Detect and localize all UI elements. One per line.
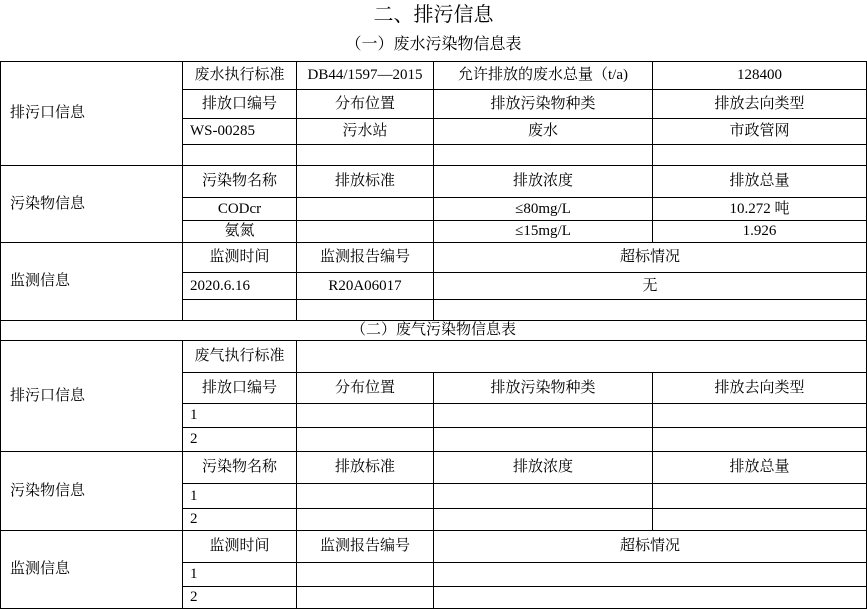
wastewater-outlet-group-label: 排污口信息 (1, 62, 183, 166)
pollutant-name-cell: 氨氮 (183, 221, 297, 243)
pollutant-name-cell: CODcr (183, 198, 297, 221)
column-header: 监测报告编号 (297, 243, 434, 273)
table-row (1, 341, 867, 373)
table-header-row (1, 531, 867, 563)
destination-cell: 市政管网 (653, 119, 867, 145)
column-header: 排放口编号 (183, 373, 297, 404)
exhaust-pollutant-group-label: 污染物信息 (1, 452, 183, 531)
exhaust-standard-label: 废气执行标准 (183, 341, 297, 373)
allowed-total-label: 允许排放的废水总量（t/a) (434, 62, 653, 90)
column-header: 污染物名称 (183, 452, 297, 484)
empty-cell (297, 145, 434, 166)
table-section-row (1, 321, 867, 341)
row-number-cell: 1 (183, 563, 297, 587)
column-header: 污染物名称 (183, 166, 297, 198)
row-number-cell: 2 (183, 587, 297, 609)
column-header: 排放浓度 (434, 452, 653, 484)
table-header-row (1, 452, 867, 484)
report-number-cell: R20A06017 (297, 273, 434, 300)
empty-cell (297, 509, 434, 531)
exceedance-cell: 无 (434, 273, 867, 300)
empty-cell (434, 404, 653, 428)
empty-cell (183, 300, 297, 321)
column-header: 排放总量 (653, 452, 867, 484)
empty-cell (434, 563, 867, 587)
concentration-cell: ≤80mg/L (434, 198, 653, 221)
page-title: 二、排污信息 (373, 4, 494, 26)
empty-cell (653, 404, 867, 428)
column-header: 排放口编号 (183, 90, 297, 119)
wastewater-pollutant-group-label: 污染物信息 (1, 166, 183, 243)
empty-cell (183, 145, 297, 166)
row-number-cell: 2 (183, 428, 297, 452)
empty-cell (434, 587, 867, 609)
empty-cell (653, 509, 867, 531)
column-header: 排放标准 (297, 166, 434, 198)
column-header: 监测报告编号 (297, 531, 434, 563)
column-header: 分布位置 (297, 373, 434, 404)
empty-cell (297, 221, 434, 243)
wastewater-standard-value: DB44/1597—2015 (297, 62, 434, 90)
column-header: 排放去向类型 (653, 373, 867, 404)
empty-cell (434, 428, 653, 452)
exhaust-outlet-group-label: 排污口信息 (1, 341, 183, 452)
row-number-cell: 2 (183, 509, 297, 531)
wastewater-table-heading: （一）废水污染物信息表 (345, 36, 522, 53)
empty-cell (297, 300, 434, 321)
empty-cell (653, 428, 867, 452)
empty-cell (434, 300, 867, 321)
table-header-row (1, 243, 867, 273)
column-header: 排放标准 (297, 452, 434, 484)
empty-cell (434, 484, 653, 509)
allowed-total-value: 128400 (653, 62, 867, 90)
exhaust-standard-value (297, 341, 867, 373)
column-header: 超标情况 (434, 243, 867, 273)
concentration-cell: ≤15mg/L (434, 221, 653, 243)
table-header-row (1, 166, 867, 198)
empty-cell (297, 428, 434, 452)
empty-cell (653, 484, 867, 509)
empty-cell (653, 145, 867, 166)
pollutant-type-cell: 废水 (434, 119, 653, 145)
pollution-info-table (0, 61, 867, 609)
row-number-cell: 1 (183, 404, 297, 428)
column-header: 超标情况 (434, 531, 867, 563)
row-number-cell: 1 (183, 484, 297, 509)
column-header: 排放总量 (653, 166, 867, 198)
empty-cell (297, 198, 434, 221)
column-header: 排放污染物种类 (434, 90, 653, 119)
exhaust-monitoring-group-label: 监测信息 (1, 531, 183, 609)
column-header: 监测时间 (183, 531, 297, 563)
monitoring-date-cell: 2020.6.16 (183, 273, 297, 300)
empty-cell (434, 145, 653, 166)
wastewater-standard-label: 废水执行标准 (183, 62, 297, 90)
column-header: 排放污染物种类 (434, 373, 653, 404)
column-header: 分布位置 (297, 90, 434, 119)
table-row (1, 62, 867, 90)
outlet-id-cell: WS-00285 (183, 119, 297, 145)
column-header: 监测时间 (183, 243, 297, 273)
column-header: 排放浓度 (434, 166, 653, 198)
total-cell: 10.272 吨 (653, 198, 867, 221)
empty-cell (297, 484, 434, 509)
column-header: 排放去向类型 (653, 90, 867, 119)
empty-cell (297, 404, 434, 428)
exhaust-table-heading: （二）废气污染物信息表 (1, 321, 867, 341)
wastewater-monitoring-group-label: 监测信息 (1, 243, 183, 321)
empty-cell (297, 563, 434, 587)
empty-cell (434, 509, 653, 531)
location-cell: 污水站 (297, 119, 434, 145)
empty-cell (297, 587, 434, 609)
total-cell: 1.926 (653, 221, 867, 243)
